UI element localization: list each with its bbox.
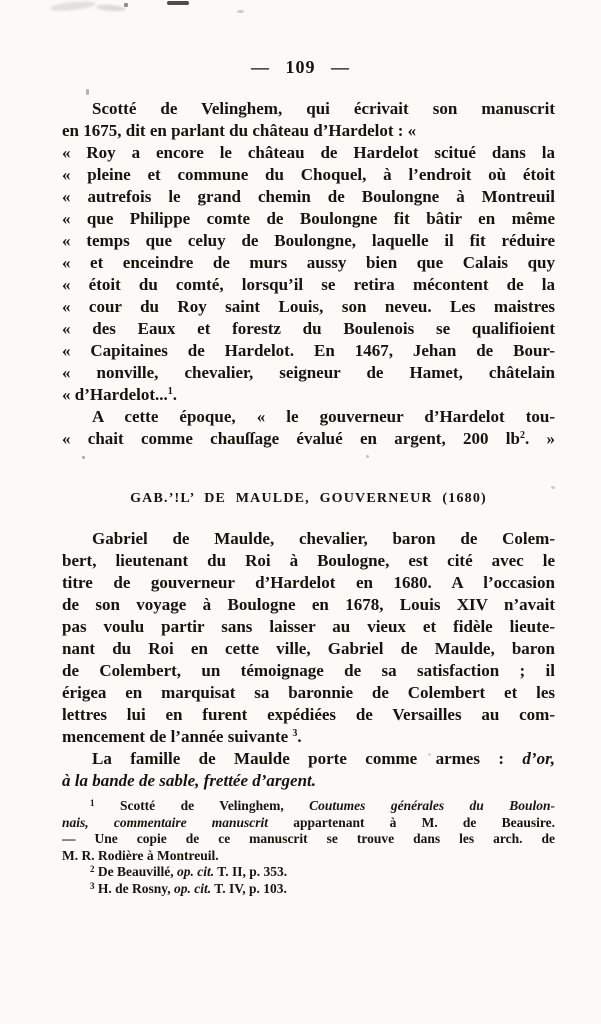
body-text: La famille de Maulde porte comme armes : (92, 749, 523, 768)
text-line: « pleine et commune du Choquel, à l’endroit où étoit (62, 165, 555, 184)
text-line: en 1675, dit en parlant du château d’Hardelot : « (62, 121, 417, 140)
footnote-text: T. II, p. 353. (214, 864, 288, 879)
paragraph-armes (62, 748, 555, 792)
paragraph-epoque (62, 406, 555, 450)
text-line: de son voyage à Boulogne en 1678, Louis XIV n’avait (62, 595, 555, 614)
blazon-text: à la bande de sable, frettée d’argent. (62, 771, 317, 790)
footnote-text: H. de Rosny, (94, 880, 175, 896)
footnote-text: Scotté de Velinghem, (94, 798, 310, 813)
text-line: « nonville, chevalier, seigneur de Hamet, châtelain (62, 363, 555, 382)
footnote-line: — Une copie de ce manuscrit se trouve dans les arch. de (62, 831, 555, 846)
text-line: « autrefois le grand chemin de Boulongne à Montreuil (62, 187, 555, 206)
footnote-line (62, 881, 555, 898)
page-number: — 109 — (251, 57, 350, 77)
quote-text: « chait comme chauſſage évalué en argent, 200 lb (62, 429, 520, 448)
footnote-line: M. R. Rodière à Montreuil. (62, 847, 219, 863)
text-line: érigea en marquisat sa baronnie de Colembert et les (62, 683, 555, 702)
text-line: de Colembert, un témoignage de sa satisfaction ; il (62, 661, 555, 680)
quote-text: . » (524, 429, 555, 448)
text-line (62, 748, 555, 770)
work-title: Coutumes générales du Boulon- (309, 798, 555, 813)
scan-smudge (50, 0, 97, 12)
footnote-text: De Beauvillé, (94, 864, 177, 879)
paragraph-gabriel-de-maulde (62, 528, 555, 748)
footnote-marker-2: 2 (90, 864, 95, 874)
text-line: Scotté de Velinghem, qui écrivait son manuscrit (92, 99, 555, 118)
text-line: « étoit du comté, lorsqu’il se retira mécontent de la (62, 275, 555, 294)
scan-ink-mark (124, 3, 128, 7)
text-line: bert, lieutenant du Roi à Boulogne, est cité avec le (62, 551, 555, 570)
text-line: nant du Roi en cette ville, Gabriel de Maulde, baron (62, 639, 555, 658)
text-line: pas voulu partir sans laisser au vieux et fidèle lieute- (62, 617, 555, 636)
text-line: lettres lui en furent expédiées de Versailles au com- (62, 705, 555, 724)
text-block (62, 98, 555, 897)
scan-ink-mark (167, 1, 189, 5)
scan-speck (86, 89, 89, 95)
footnote-line (62, 864, 555, 881)
footnote-line (62, 798, 555, 815)
text-line: « des Eaux et forestz du Boulenois se qualifioient (62, 319, 555, 338)
text-line: « que Philippe comte de Boulongne fit bâtir en même (62, 209, 555, 228)
text-line: Gabriel de Maulde, chevalier, baron de Colem- (92, 529, 555, 548)
footnote-marker-1: 1 (90, 798, 95, 808)
text-line (62, 726, 555, 748)
work-title: nais, commentaire manuscrit (62, 814, 269, 830)
text-line: « cour du Roy saint Louis, son neveu. Les maistres (62, 297, 555, 316)
text-line: titre de gouverneur d’Hardelot en 1680. A l’occasion (62, 573, 555, 592)
quote-text: « d’Hardelot... (62, 385, 168, 404)
text-line: « Capitaines de Hardelot. En 1467, Jehan de Bour- (62, 341, 555, 360)
footnote-reference-1: 1 (167, 386, 173, 397)
body-text: . (297, 727, 302, 746)
footnote-reference-3: 3 (292, 728, 298, 739)
text-line: « temps que celuy de Boulongne, laquelle il fit réduire (62, 231, 555, 250)
footnotes-block (62, 798, 555, 897)
footnote-reference-2: 2 (519, 430, 525, 441)
body-text: mencement de l’année suivante (62, 727, 293, 746)
scan-smudge (96, 4, 126, 13)
section-heading: GAB.’!L’ DE MAULDE, GOUVERNEUR (1680) (130, 491, 487, 506)
op-cit: op. cit. (177, 864, 215, 879)
footnote-text: appartenant à M. de Beausire. (268, 814, 555, 830)
quote-text: . (172, 385, 178, 404)
text-line: A cette époque, « le gouverneur d’Hardelot tou- (92, 407, 555, 426)
text-line: « et enceindre de murs aussy bien que Calais quy (62, 253, 555, 272)
text-line (62, 770, 555, 792)
paragraph-quote-scotte (62, 98, 555, 406)
text-line: « Roy a encore le château de Hardelot scitué dans la (62, 143, 555, 162)
footnote-line (62, 815, 555, 832)
text-line (62, 428, 555, 450)
footnote-marker-3: 3 (90, 880, 95, 891)
op-cit: op. cit. (174, 880, 212, 896)
footnote-text: T. IV, p. 103. (211, 880, 287, 896)
blazon-text: d’or, (522, 749, 555, 768)
text-line (62, 384, 555, 406)
scan-speck (237, 10, 244, 13)
